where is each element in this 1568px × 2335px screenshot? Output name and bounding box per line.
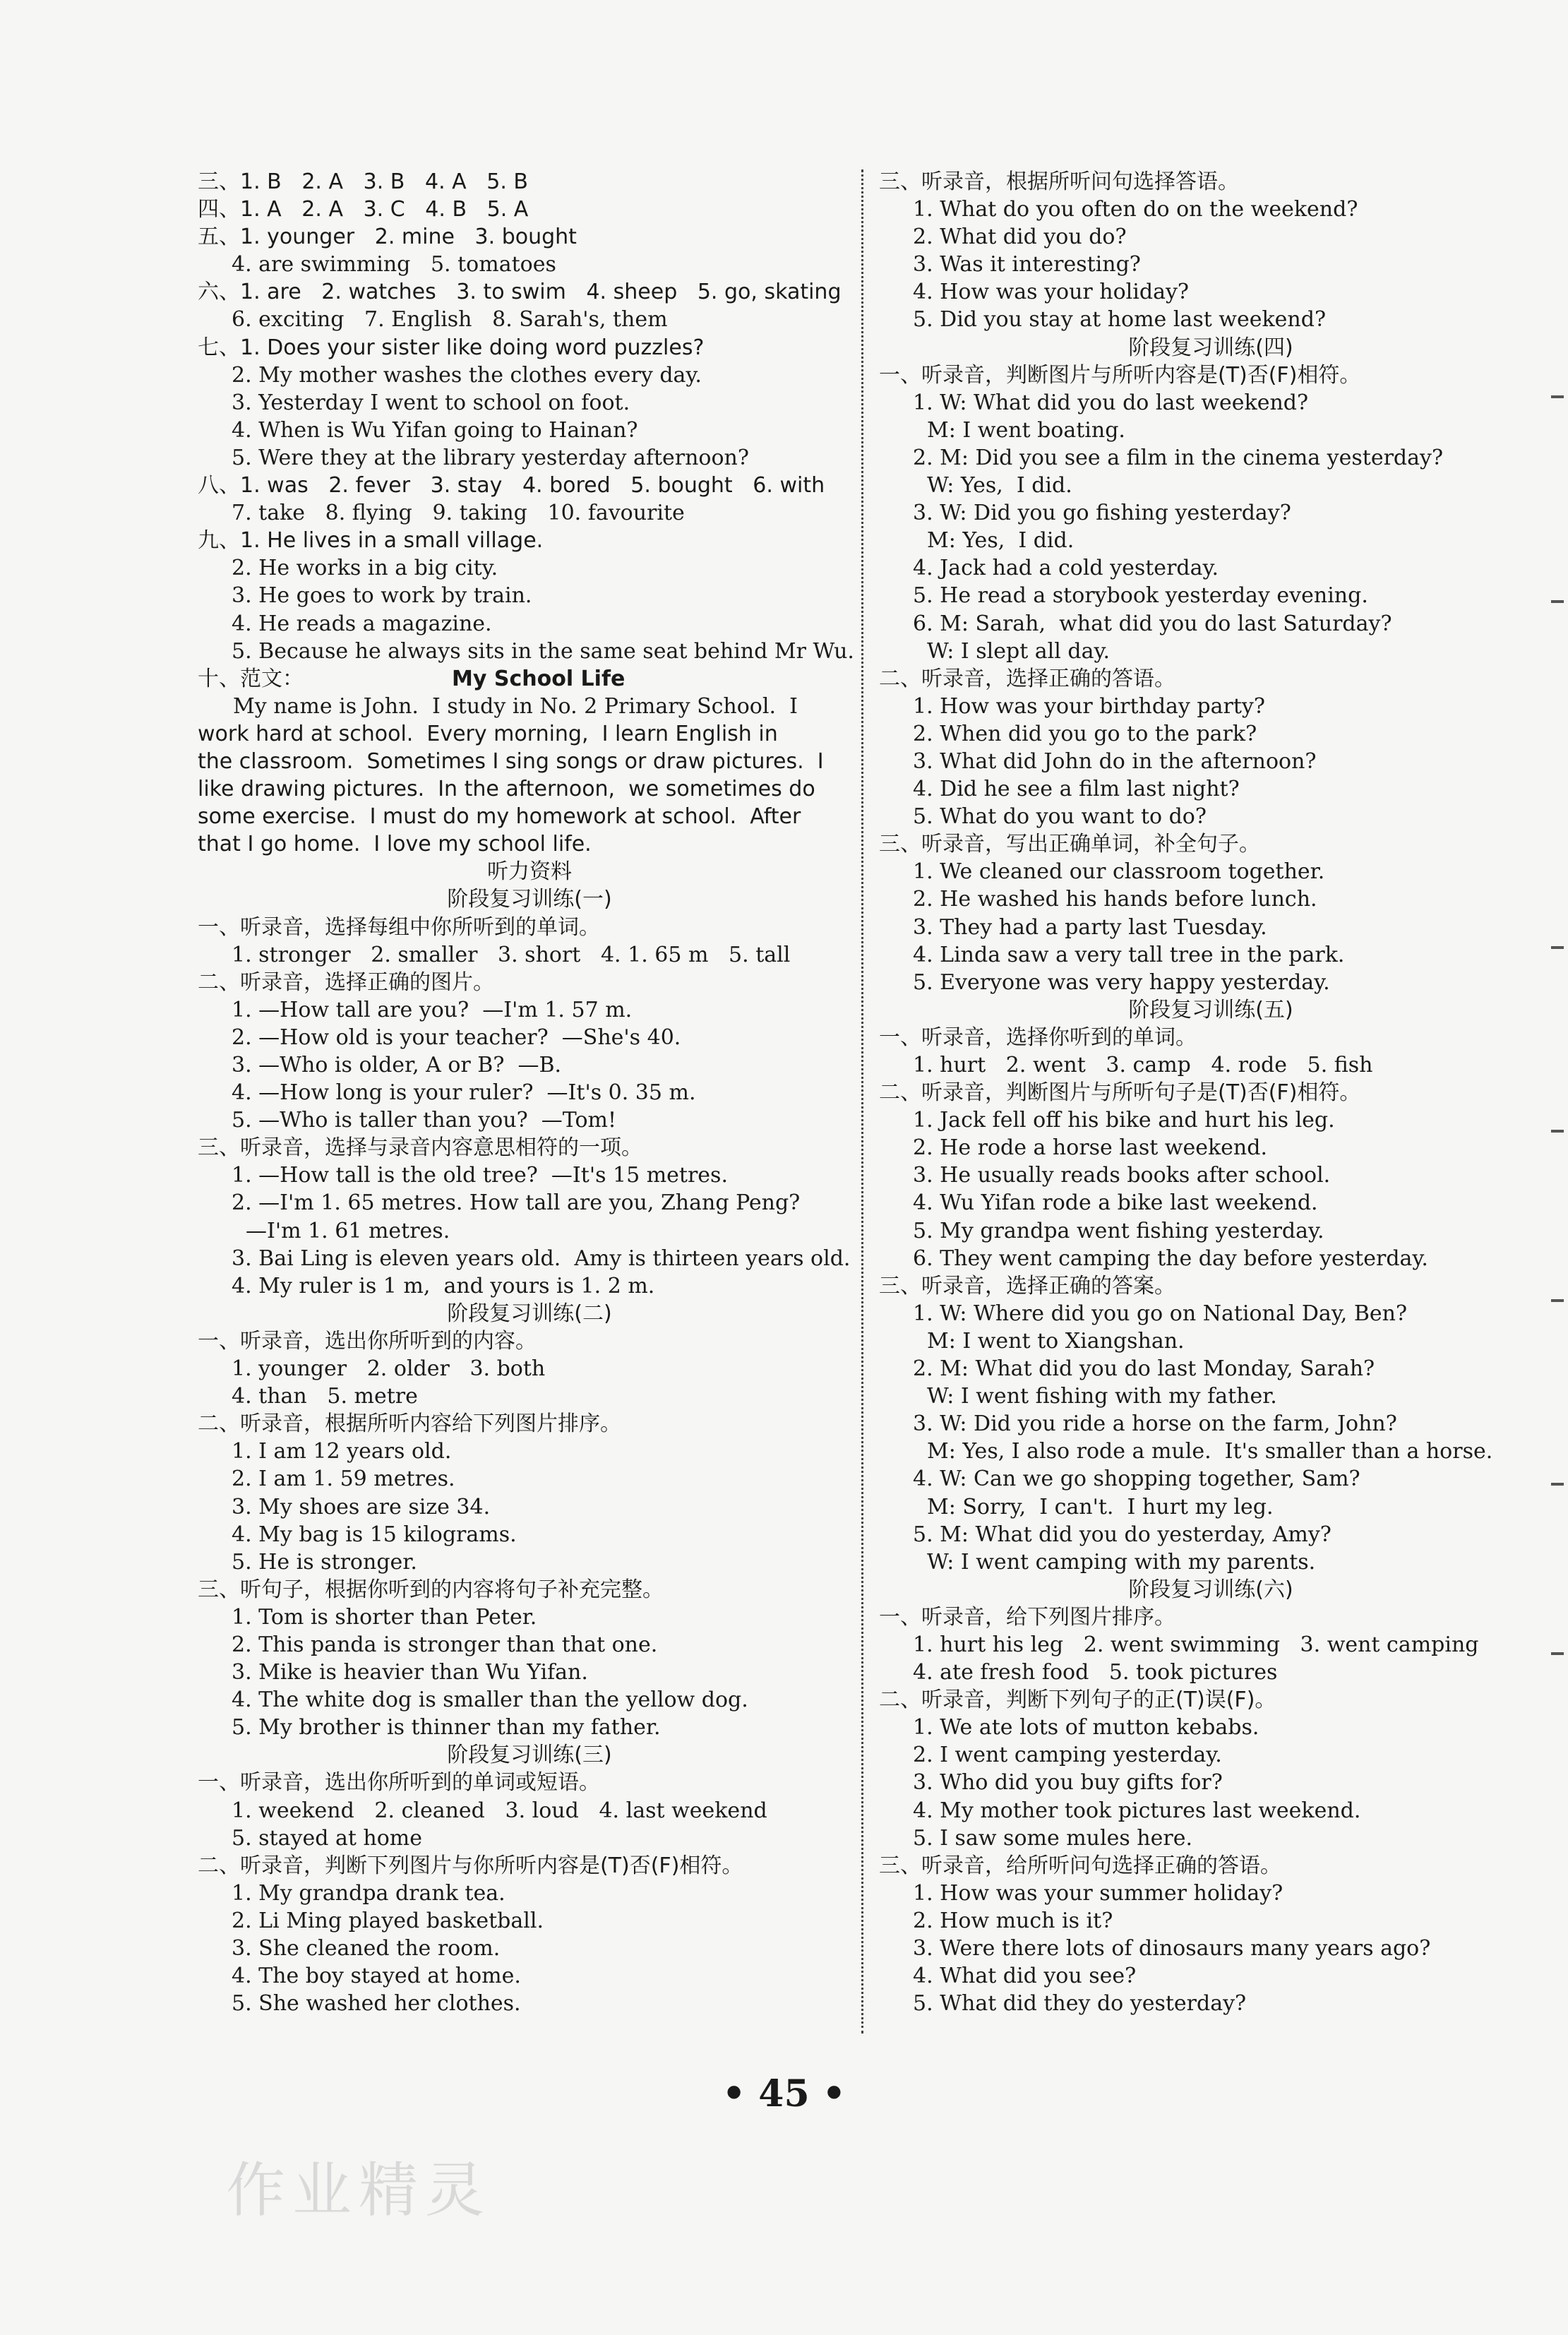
answer-line: 4. than 5. metre bbox=[232, 1384, 418, 1409]
answer-line: 2. My mother washes the clothes every day. bbox=[232, 362, 702, 388]
text-line: 一、听录音，判断图片与所听内容是(T)否(F)相符。 bbox=[879, 362, 1361, 388]
answer-line: 1. How was your summer holiday? bbox=[913, 1880, 1283, 1906]
answer-line: 3. Who did you buy gifts for? bbox=[913, 1770, 1223, 1796]
text-line: work hard at school. Every morning, I learn English in bbox=[198, 721, 778, 746]
answer-line: 4. Did he see a film last night? bbox=[913, 777, 1240, 802]
edge-mark bbox=[1551, 946, 1564, 949]
answer-line: 1. Tom is shorter than Peter. bbox=[232, 1604, 537, 1630]
text-line: 三、听录音，给所听问句选择正确的答语。 bbox=[879, 1853, 1281, 1878]
answer-line: 2. This panda is stronger than that one. bbox=[232, 1632, 658, 1657]
answer-line: M: Sorry, I can't. I hurt my leg. bbox=[927, 1494, 1274, 1519]
answer-line: 2. He rode a horse last weekend. bbox=[913, 1135, 1267, 1161]
left-column bbox=[198, 168, 861, 2017]
answer-line: 1. hurt his leg 2. went swimming 3. went camping bbox=[913, 1632, 1479, 1657]
answer-line: 4. The white dog is smaller than the yellow dog. bbox=[232, 1688, 748, 1713]
answer-line: 4. are swimming 5. tomatoes bbox=[232, 252, 556, 277]
text-line: 二、听录音，选择正确的答语。 bbox=[879, 666, 1175, 691]
answer-line: 1. How was your birthday party? bbox=[913, 693, 1265, 719]
text-line: the classroom. Sometimes I sing songs or draw pictures. I bbox=[198, 748, 824, 774]
answer-line: 4. My bag is 15 kilograms. bbox=[232, 1522, 517, 1547]
answer-line: 3. Yesterday I went to school on foot. bbox=[232, 390, 630, 415]
answer-line: 3. —Who is older, A or B? —B. bbox=[232, 1053, 562, 1077]
answer-line: 3. W: Did you go fishing yesterday? bbox=[913, 501, 1291, 526]
essay-title-line bbox=[198, 665, 861, 693]
answer-line: W: I went fishing with my father. bbox=[927, 1384, 1277, 1409]
answer-line: 3. Were there lots of dinosaurs many years ago? bbox=[913, 1936, 1431, 1961]
answer-line: 1. I am 12 years old. bbox=[232, 1439, 452, 1464]
answer-line: M: I went boating. bbox=[927, 417, 1125, 443]
section-heading: 听力资料 bbox=[487, 859, 572, 885]
answer-line: 5. My brother is thinner than my father. bbox=[232, 1715, 661, 1740]
answer-line: 1. stronger 2. smaller 3. short 4. 1. 65 m 5. tall bbox=[232, 942, 791, 967]
text-line: 七、1. Does your sister like doing word puzzles? bbox=[198, 335, 705, 360]
text-line: 三、听录音，选择正确的答案。 bbox=[879, 1273, 1175, 1298]
answer-line: 3. They had a party last Tuesday. bbox=[913, 914, 1267, 940]
answer-line: 2. How much is it? bbox=[913, 1908, 1113, 1933]
answer-line: 1. —How tall is the old tree? —It's 15 metres. bbox=[232, 1163, 728, 1188]
answer-line: 2. What did you do? bbox=[913, 225, 1127, 250]
answer-line: 4. Jack had a cold yesterday. bbox=[913, 556, 1219, 581]
text-line: 一、听录音，选择你听到的单词。 bbox=[879, 1025, 1197, 1050]
answer-line: 5. He read a storybook yesterday evening. bbox=[913, 583, 1368, 609]
text-line: 五、1. younger 2. mine 3. bought bbox=[198, 225, 577, 250]
answer-line: 5. My grandpa went fishing yesterday. bbox=[913, 1218, 1324, 1243]
section-heading: 阶段复习训练(六) bbox=[1128, 1577, 1293, 1602]
text-line: 三、听录音，选择与录音内容意思相符的一项。 bbox=[198, 1135, 642, 1161]
answer-line: 4. ate fresh food 5. took pictures bbox=[913, 1660, 1278, 1685]
answer-line: 2. M: What did you do last Monday, Sarah? bbox=[913, 1356, 1375, 1382]
answer-line: 3. Mike is heavier than Wu Yifan. bbox=[232, 1660, 588, 1685]
answer-line: 3. She cleaned the room. bbox=[232, 1936, 501, 1961]
edge-mark bbox=[1551, 600, 1564, 603]
text-line: like drawing pictures. In the afternoon, we sometimes do bbox=[198, 777, 815, 802]
answer-line: —I'm 1. 61 metres. bbox=[246, 1218, 450, 1243]
text-line: 三、听录音，根据所听问句选择答语。 bbox=[879, 169, 1239, 194]
answer-line: 2. He works in a big city. bbox=[232, 556, 498, 581]
text-line: 三、1. B 2. A 3. B 4. A 5. B bbox=[198, 169, 529, 194]
text-line: 二、听录音，判断下列图片与你所听内容是(T)否(F)相符。 bbox=[198, 1853, 743, 1878]
answer-line: 1. We cleaned our classroom together. bbox=[913, 859, 1325, 885]
watermark-logo: 作业精灵 bbox=[226, 2156, 492, 2225]
answer-line: 4. My ruler is 1 m, and yours is 1. 2 m. bbox=[232, 1273, 655, 1298]
answer-line: M: Yes, I also rode a mule. It's smaller than a horse. bbox=[927, 1439, 1493, 1464]
answer-line: 1. —How tall are you? —I'm 1. 57 m. bbox=[232, 997, 633, 1022]
answer-line: 1. W: Where did you go on National Day, Ben? bbox=[913, 1301, 1408, 1326]
answer-line: 4. When is Wu Yifan going to Hainan? bbox=[232, 417, 638, 443]
answer-line: 5. Did you stay at home last weekend? bbox=[913, 307, 1327, 333]
answer-line: 5. I saw some mules here. bbox=[913, 1825, 1192, 1851]
text-line: 六、1. are 2. watches 3. to swim 4. sheep 5. go, skating bbox=[198, 280, 842, 305]
answer-line: 3. Bai Ling is eleven years old. Amy is thirteen years old. bbox=[232, 1246, 851, 1271]
edge-mark bbox=[1551, 1130, 1564, 1133]
answer-line: 5. Everyone was very happy yesterday. bbox=[913, 969, 1330, 995]
answer-line: 4. What did you see? bbox=[913, 1964, 1137, 1989]
answer-line: 5. Were they at the library yesterday afternoon? bbox=[232, 445, 749, 470]
answer-line: 5. Because he always sits in the same seat behind Mr Wu. bbox=[232, 638, 854, 664]
text-line: 三、听句子，根据你听到的内容将句子补充完整。 bbox=[198, 1577, 664, 1602]
text-line: 二、听录音，判断下列句子的正(T)误(F)。 bbox=[879, 1688, 1276, 1713]
answer-line: 5. He is stronger. bbox=[232, 1549, 417, 1575]
answer-line: M: I went to Xiangshan. bbox=[927, 1328, 1185, 1354]
text-line: some exercise. I must do my homework at school. After bbox=[198, 804, 801, 830]
answer-line: 5. What do you want to do? bbox=[913, 804, 1207, 830]
answer-line: 3. He usually reads books after school. bbox=[913, 1163, 1331, 1188]
answer-line: W: I went camping with my parents. bbox=[927, 1549, 1316, 1575]
text-line: 一、听录音，选择每组中你所听到的单词。 bbox=[198, 914, 600, 940]
answer-line: 4. W: Can we go shopping together, Sam? bbox=[913, 1467, 1360, 1492]
answer-line: 5. M: What did you do yesterday, Amy? bbox=[913, 1522, 1331, 1547]
answer-line: 6. They went camping the day before yesterday. bbox=[913, 1246, 1428, 1271]
edge-mark bbox=[1551, 395, 1564, 398]
text-line: 九、1. He lives in a small village. bbox=[198, 528, 544, 554]
answer-line: 3. He goes to work by train. bbox=[232, 583, 532, 609]
section-heading: 阶段复习训练(一) bbox=[447, 887, 612, 912]
answer-line: 7. take 8. flying 9. taking 10. favourite bbox=[232, 501, 685, 526]
answer-line: 5. stayed at home bbox=[232, 1825, 422, 1851]
answer-line: 4. Wu Yifan rode a bike last weekend. bbox=[913, 1190, 1318, 1216]
right-column bbox=[879, 168, 1543, 2017]
answer-line: My name is John. I study in No. 2 Primary School. I bbox=[233, 693, 798, 719]
text-line: 二、听录音，选择正确的图片。 bbox=[198, 969, 494, 995]
column-divider bbox=[861, 169, 863, 2034]
answer-line: 4. Linda saw a very tall tree in the park. bbox=[913, 942, 1345, 967]
answer-line: 4. How was your holiday? bbox=[913, 280, 1189, 305]
answer-line: 5. What did they do yesterday? bbox=[913, 1991, 1247, 2017]
answer-line: 5. She washed her clothes. bbox=[232, 1991, 521, 2017]
essay-title: My School Life bbox=[452, 666, 626, 691]
answer-line: 1. hurt 2. went 3. camp 4. rode 5. fish bbox=[913, 1053, 1373, 1077]
answer-line: 1. W: What did you do last weekend? bbox=[913, 390, 1309, 415]
text-line: 一、听录音，选出你所听到的单词或短语。 bbox=[198, 1770, 600, 1796]
answer-line: 4. —How long is your ruler? —It's 0. 35 m. bbox=[232, 1080, 696, 1106]
answer-line: 5. —Who is taller than you? —Tom! bbox=[232, 1108, 617, 1133]
answer-line: 3. What did John do in the afternoon? bbox=[913, 748, 1317, 774]
text-line: 一、听录音，给下列图片排序。 bbox=[879, 1604, 1175, 1630]
section-heading: 阶段复习训练(二) bbox=[447, 1301, 612, 1326]
answer-line: M: Yes, I did. bbox=[927, 528, 1075, 554]
answer-line: 1. weekend 2. cleaned 3. loud 4. last weekend bbox=[232, 1798, 767, 1823]
answer-line: 6. M: Sarah, what did you do last Saturday? bbox=[913, 611, 1392, 636]
answer-line: 2. Li Ming played basketball. bbox=[232, 1908, 544, 1933]
text-line: 一、听录音，选出你所听到的内容。 bbox=[198, 1328, 537, 1354]
text-line: 三、听录音，写出正确单词，补全句子。 bbox=[879, 832, 1260, 857]
answer-line: 3. My shoes are size 34. bbox=[232, 1494, 491, 1519]
text-line: 四、1. A 2. A 3. C 4. B 5. A bbox=[198, 197, 529, 222]
edge-mark bbox=[1551, 1652, 1564, 1655]
edge-mark bbox=[1551, 1299, 1564, 1302]
answer-line: 2. When did you go to the park? bbox=[913, 721, 1257, 746]
text-line: that I go home. I love my school life. bbox=[198, 832, 592, 857]
answer-line: 2. M: Did you see a film in the cinema yesterday? bbox=[913, 445, 1444, 470]
answer-line: 4. My mother took pictures last weekend. bbox=[913, 1798, 1361, 1823]
section-label: 十、范文： bbox=[198, 666, 304, 691]
text-line: 二、听录音，判断图片与所听句子是(T)否(F)相符。 bbox=[879, 1080, 1361, 1106]
answer-line: W: Yes, I did. bbox=[927, 473, 1072, 498]
answer-line: 4. He reads a magazine. bbox=[232, 611, 492, 636]
answer-line: 2. —How old is your teacher? —She's 40. bbox=[232, 1025, 681, 1050]
section-heading: 阶段复习训练(五) bbox=[1128, 997, 1293, 1022]
answer-line: 1. younger 2. older 3. both bbox=[232, 1356, 546, 1382]
text-line: 二、听录音，根据所听内容给下列图片排序。 bbox=[198, 1411, 621, 1437]
answer-line: 2. I went camping yesterday. bbox=[913, 1743, 1222, 1768]
answer-line: W: I slept all day. bbox=[927, 638, 1110, 664]
text-line: 八、1. was 2. fever 3. stay 4. bored 5. bought 6. with bbox=[198, 473, 825, 498]
edge-mark bbox=[1551, 1483, 1564, 1486]
answer-line: 2. —I'm 1. 65 metres. How tall are you, Zhang Peng? bbox=[232, 1190, 801, 1216]
answer-line: 1. My grandpa drank tea. bbox=[232, 1880, 505, 1906]
answer-line: 1. We ate lots of mutton kebabs. bbox=[913, 1715, 1259, 1740]
section-heading: 阶段复习训练(三) bbox=[447, 1743, 612, 1768]
answer-line: 2. I am 1. 59 metres. bbox=[232, 1467, 455, 1492]
answer-line: 3. Was it interesting? bbox=[913, 252, 1141, 277]
section-heading: 阶段复习训练(四) bbox=[1128, 335, 1293, 360]
answer-line: 3. W: Did you ride a horse on the farm, John? bbox=[913, 1411, 1397, 1437]
answer-line: 1. Jack fell off his bike and hurt his leg. bbox=[913, 1108, 1335, 1133]
answer-line: 1. What do you often do on the weekend? bbox=[913, 197, 1358, 222]
answer-line: 6. exciting 7. English 8. Sarah's, them bbox=[232, 307, 668, 333]
answer-line: 2. He washed his hands before lunch. bbox=[913, 887, 1317, 912]
answer-line: 4. The boy stayed at home. bbox=[232, 1964, 521, 1989]
page-number: • 45 • bbox=[722, 2072, 846, 2115]
